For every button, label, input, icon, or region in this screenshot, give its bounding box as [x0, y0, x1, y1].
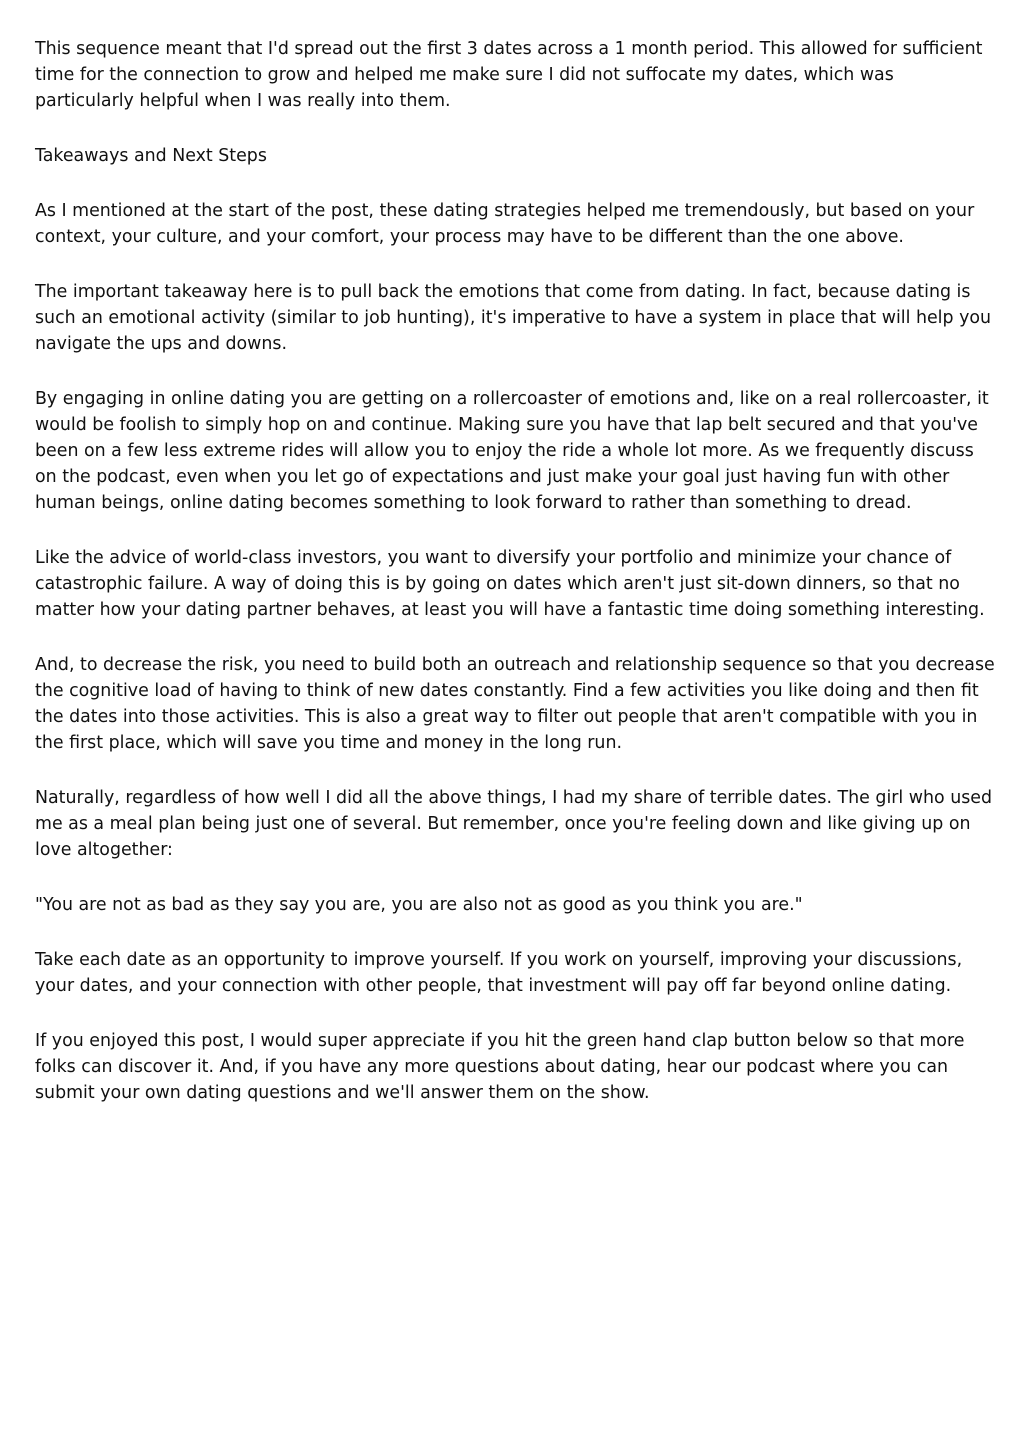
paragraph-terrible-dates: Naturally, regardless of how well I did all the above things, I had my share of terrible dates. The girl who used me as a meal plan being just one of several. But remember, once you're feeling down and like giving up on love altogether: — [35, 788, 993, 860]
paragraph-important-takeaway: The important takeaway here is to pull back the emotions that come from dating. In fact, because dating is such an emotional activity (similar to job hunting), it's imperative to have a system in place that will help you navigate the ups and downs. — [35, 282, 992, 354]
document-page — [35, 36, 995, 1135]
paragraph-diversify: Like the advice of world-class investors, you want to diversify your portfolio and minimize your chance of catastrophic failure. A way of doing this is by going on dates which aren't just sit-down dinners, so that no matter how your dating partner behaves, at least you will have a fantastic time doing something interesting. — [35, 548, 985, 620]
paragraph-improve-yourself: Take each date as an opportunity to improve yourself. If you work on yourself, improving your discussions, your dates, and your connection with other people, that investment will pay off far beyond online dating. — [35, 950, 963, 996]
paragraph-context: As I mentioned at the start of the post, these dating strategies helped me tremendously, but based on your context, your culture, and your comfort, your process may have to be different than the one above. — [35, 201, 975, 247]
paragraph-rollercoaster: By engaging in online dating you are getting on a rollercoaster of emotions and, like on a real rollercoaster, it would be foolish to simply hop on and continue. Making sure you have that lap belt secured and that you've been on a few less extreme rides will allow you to enjoy the ride a whole lot more. As we frequently discuss on the podcast, even when you let go of expectations and just make your goal just having fun with other human beings, online dating becomes something to look forward to rather than something to dread. — [35, 389, 989, 513]
section-heading-takeaways: Takeaways and Next Steps — [35, 146, 267, 166]
quote: "You are not as bad as they say you are, you are also not as good as you think you are." — [35, 895, 803, 915]
paragraph-sequence-spacing: This sequence meant that I'd spread out the first 3 dates across a 1 month period. This allowed for sufficient time for the connection to grow and helped me make sure I did not suffocate my dates, which was particularly helpful when I was really into them. — [35, 39, 983, 111]
paragraph-decrease-risk: And, to decrease the risk, you need to build both an outreach and relationship sequence so that you decrease the cognitive load of having to think of new dates constantly. Find a few activities you like doing and then fit the dates into those activities. This is also a great way to filter out people that aren't compatible with you in the first place, which will save you time and money in the long run. — [35, 655, 995, 753]
paragraph-call-to-action: If you enjoyed this post, I would super appreciate if you hit the green hand clap button below so that more folks can discover it. And, if you have any more questions about dating, hear our podcast where you can submit your own dating questions and we'll answer them on the show. — [35, 1031, 965, 1103]
